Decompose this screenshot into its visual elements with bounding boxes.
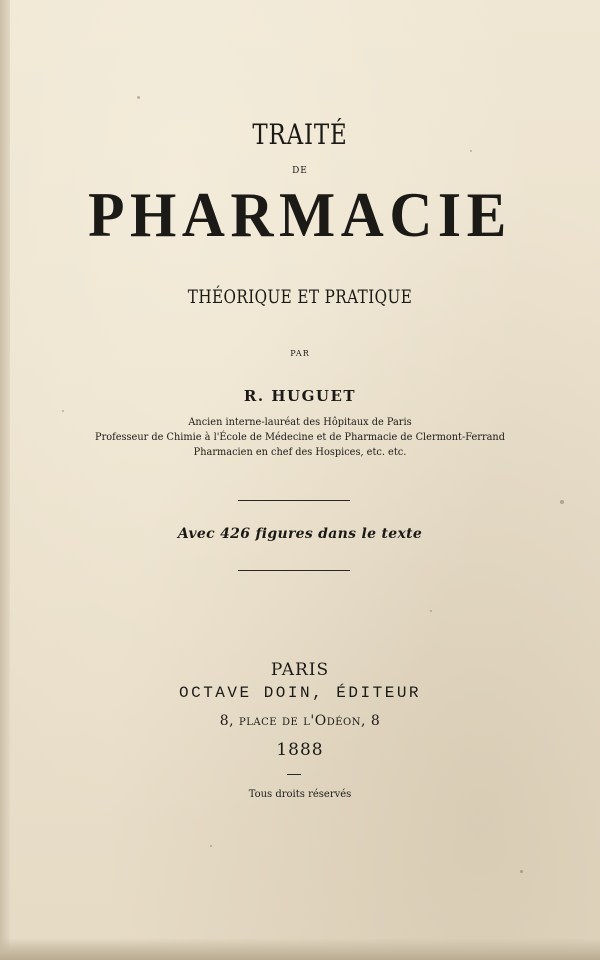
paper-speck: [210, 845, 212, 847]
divider-top: [238, 500, 350, 501]
author-name: R. HUGUET: [243, 387, 357, 405]
page-bottom-edge: [0, 938, 600, 960]
divider-bottom: [238, 570, 350, 571]
publication-year: 1888: [276, 740, 324, 760]
rights-notice: Tous droits réservés: [248, 789, 352, 800]
title-connector-de: DE: [292, 166, 308, 176]
paper-speck: [430, 610, 432, 612]
author-credential-3: Pharmacien en chef des Hospices, etc. etc.: [193, 446, 407, 458]
by-label: PAR: [290, 349, 310, 358]
short-dash: [287, 774, 301, 775]
paper-speck: [470, 150, 472, 152]
page-left-edge: [0, 0, 10, 960]
author-credential-2: Professeur de Chimie à l'École de Médecine et de Pharmacie de Clermont-Ferrand: [95, 431, 505, 443]
paper-speck: [137, 96, 140, 99]
title-line-traite: TRAITÉ: [252, 118, 348, 151]
paper-speck: [520, 870, 523, 873]
main-title: PHARMACIE: [88, 179, 512, 250]
paper-speck: [560, 500, 564, 504]
paper-speck: [62, 410, 64, 412]
author-credential-1: Ancien interne-lauréat des Hôpitaux de Paris: [188, 416, 412, 428]
publisher-name: OCTAVE DOIN, ÉDITEUR: [178, 684, 422, 702]
publication-city: PARIS: [270, 660, 330, 680]
subtitle: THÉORIQUE ET PRATIQUE: [187, 286, 413, 308]
publisher-address: 8, place de l'Odéon, 8: [219, 713, 381, 729]
figures-note: Avec 426 figures dans le texte: [177, 526, 423, 542]
